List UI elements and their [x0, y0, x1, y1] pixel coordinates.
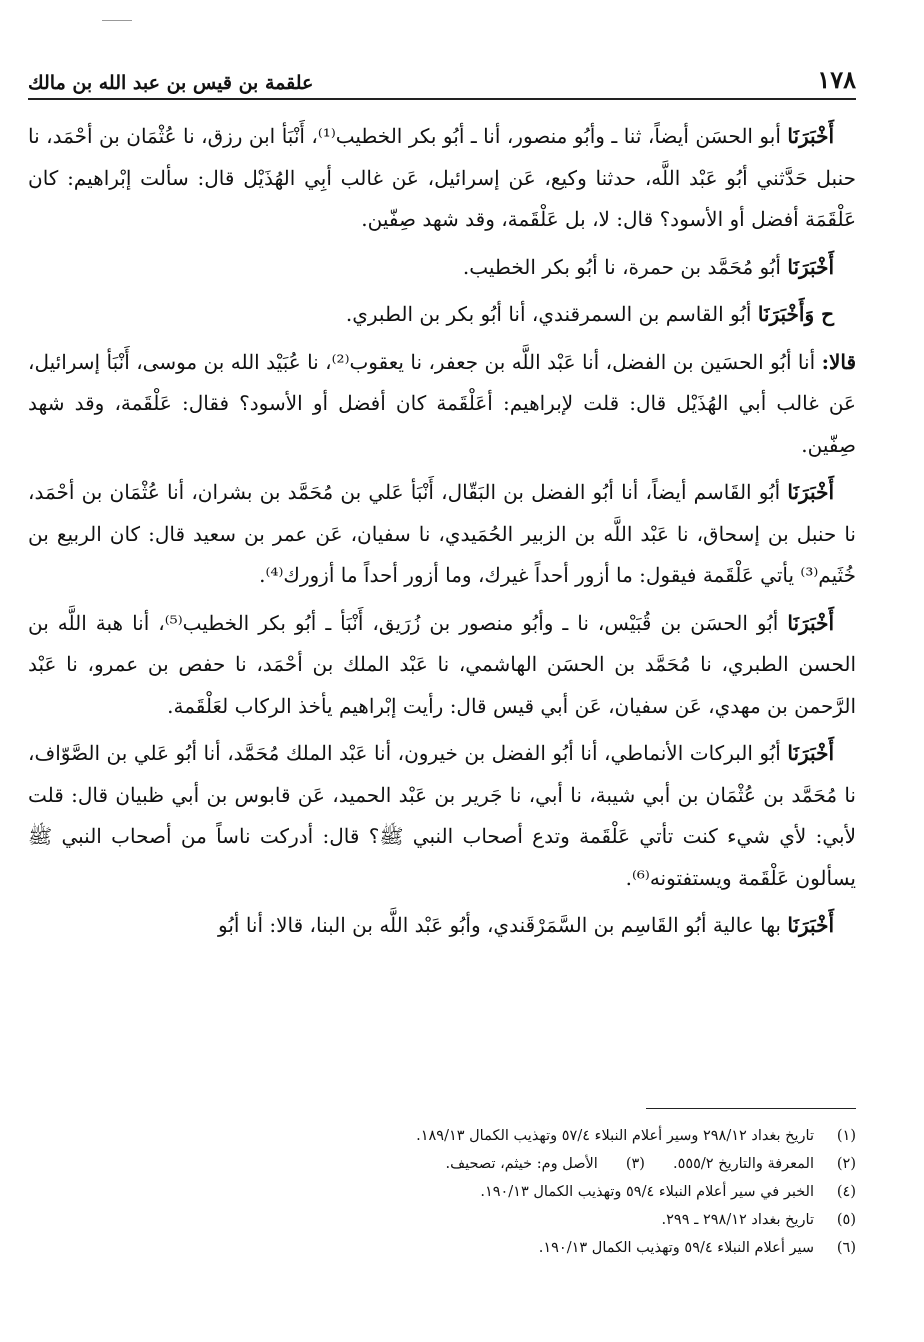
footnote-text: الأصل وم: خيثم، تصحيف. — [445, 1156, 598, 1172]
narration-keyword: أَخْبَرَنَا — [787, 913, 834, 937]
paragraph — [28, 342, 856, 467]
paragraph — [28, 905, 856, 947]
footnote — [28, 1234, 856, 1262]
footnote-number: (٥) — [836, 1212, 856, 1228]
footnote — [28, 1206, 856, 1234]
narration-keyword: أَخْبَرَنَا — [787, 254, 834, 279]
footnote-text-pair — [28, 1150, 814, 1178]
footnote-number: (٣) — [625, 1156, 645, 1172]
paragraph-text: بها عالية أبُو القَاسِم بن السَّمَرْقَندي، وأبُو عَبْد اللَّه بن البنا، قالا: أنا أبُو — [218, 913, 788, 937]
running-title: علقمة بن قيس بن عبد الله بن مالك — [28, 72, 314, 94]
paragraph-text: أبُو مُحَمَّد بن حمرة، نا أبُو بكر الخطيب. — [462, 254, 788, 279]
paragraph-text: أنا أبُو الحسَين بن الفضل، أنا عَبْد اللَّه بن جعفر، نا يعقوب⁽²⁾، نا عُبَيْد الله بن موسى، أَنْبَأ إسرائيل، عَن غالب أبي الهُذَيْل قال: قلت لإبراهيم: أعَلْقَمة كان أفضل أو الأسود؟ فقال: عَلْقَمة، وقد شهد صِفّين. — [28, 349, 856, 457]
footnote-separator — [646, 1108, 856, 1109]
paragraph — [28, 247, 856, 289]
footnote-text: المعرفة والتاريخ ٥٥٥/٢. — [672, 1156, 814, 1172]
footnote-number: (٤) — [836, 1184, 856, 1200]
footnote-text: تاريخ بغداد ٢٩٨/١٢ وسير أعلام النبلاء ٥٧/٤ وتهذيب الكمال ١٨٩/١٣. — [416, 1128, 814, 1144]
footnote-number: (٢) — [836, 1156, 856, 1172]
paragraph — [28, 294, 856, 336]
paragraph — [28, 733, 856, 899]
paragraph — [28, 472, 856, 597]
footnotes — [28, 1122, 856, 1262]
paragraph-text: أبُو البركات الأنماطي، أنا أبُو الفضل بن خيرون، أنا عَبْد الملك مُحَمَّد، أنا أبُو عَلي بن الصَّوّاف، نا مُحَمَّد بن عُثْمَان بن أبي شيبة، نا أبي، نا جَرير بن عَبْد الحميد، عَن قابوس بن أبي ظبيان قال: قلت لأبي: لأي شيء كنت تأتي عَلْقَمة وتدع أصحاب النبي ﷺ؟ قال: أدركت ناساً من أصحاب النبي ﷺ يسألون عَلْقَمة ويستفتونه⁽⁶⁾. — [28, 741, 856, 890]
footnote-text: تاريخ بغداد ٢٩٨/١٢ ـ ٢٩٩. — [661, 1212, 814, 1228]
narration-keyword: أَخْبَرَنَا — [787, 480, 835, 504]
paragraph — [28, 116, 856, 241]
footnote-text: سير أعلام النبلاء ٥٩/٤ وتهذيب الكمال ١٩٠/١٣. — [538, 1240, 814, 1256]
footnote — [28, 1178, 856, 1206]
paragraph-text: أبو الحسَن أيضاً، ثنا ـ وأبُو منصور، أنا ـ أبُو بكر الخطيب⁽¹⁾، أَنْبَأ ابن رزق، نا عُثْمَان بن أحْمَد، نا حنبل حَدَّثني أبُو عَبْد اللَّه، حدثنا وكيع، عَن إسرائيل، عَن غالب أبِي الهُذَيْل قال: سألت إبْراهيم: كان عَلْقَمَة أفضل أو الأسود؟ قال: لا، بل عَلْقَمة، وقد شهد صِفّين. — [28, 124, 856, 231]
paragraph-text: أبُو الحسَن بن قُبَيْس، نا ـ وأبُو منصور بن زُرَيق، أَنْبَأ ـ أبُو بكر الخطيب⁽⁵⁾، أنا هبة اللَّه بن الحسن الطبري، نا مُحَمَّد بن الحسَن الهاشمي، نا عَبْد الملك بن أحْمَد، نا حفص بن عمرو، نا عَبْد الرَّحمن بن مهدي، عَن سفيان، عَن أبي قيس قال: رأيت إبْراهيم يأخذ الركاب لعَلْقَمة. — [28, 610, 856, 718]
paragraph-text: أبُو القاسم بن السمرقندي، أنا أبُو بكر بن الطبري. — [345, 302, 758, 326]
narration-keyword: قالا: — [821, 349, 857, 374]
paragraph — [28, 603, 856, 728]
footnote — [28, 1122, 856, 1150]
paragraph-text: أبُو القَاسم أيضاً، أنا أبُو الفضل بن البَقّال، أَنْبَأ عَلي بن مُحَمَّد بن بشران، أنا عُثْمَان بن أحْمَد، نا حنبل بن إسحاق، نا عَبْد اللَّه بن الزبير الحُمَيدي، نا سفيان، عَن عمر بن سعيد قال: كان الربيع بن خُثَيم⁽³⁾ يأتي عَلْقَمة فيقول: ما أزور أحداً غيرك، وما أزور أحداً ما أزورك⁽⁴⁾. — [28, 480, 856, 587]
footnote — [28, 1150, 856, 1178]
narration-keyword: ح وَأَخْبَرَنَا — [757, 302, 834, 326]
footnote-text: الخبر في سير أعلام النبلاء ٥٩/٤ وتهذيب الكمال ١٩٠/١٣. — [480, 1184, 814, 1200]
page-number: ١٧٨ — [817, 65, 856, 94]
narration-keyword: أَخْبَرَنَا — [787, 124, 834, 148]
page-header — [28, 54, 856, 100]
narration-keyword: أَخْبَرَنَا — [787, 741, 834, 765]
main-text — [28, 116, 856, 953]
scan-mark — [102, 20, 132, 21]
footnote-number: (١) — [836, 1128, 856, 1144]
narration-keyword: أَخْبَرَنَا — [787, 610, 834, 635]
footnote-number: (٦) — [836, 1240, 856, 1256]
